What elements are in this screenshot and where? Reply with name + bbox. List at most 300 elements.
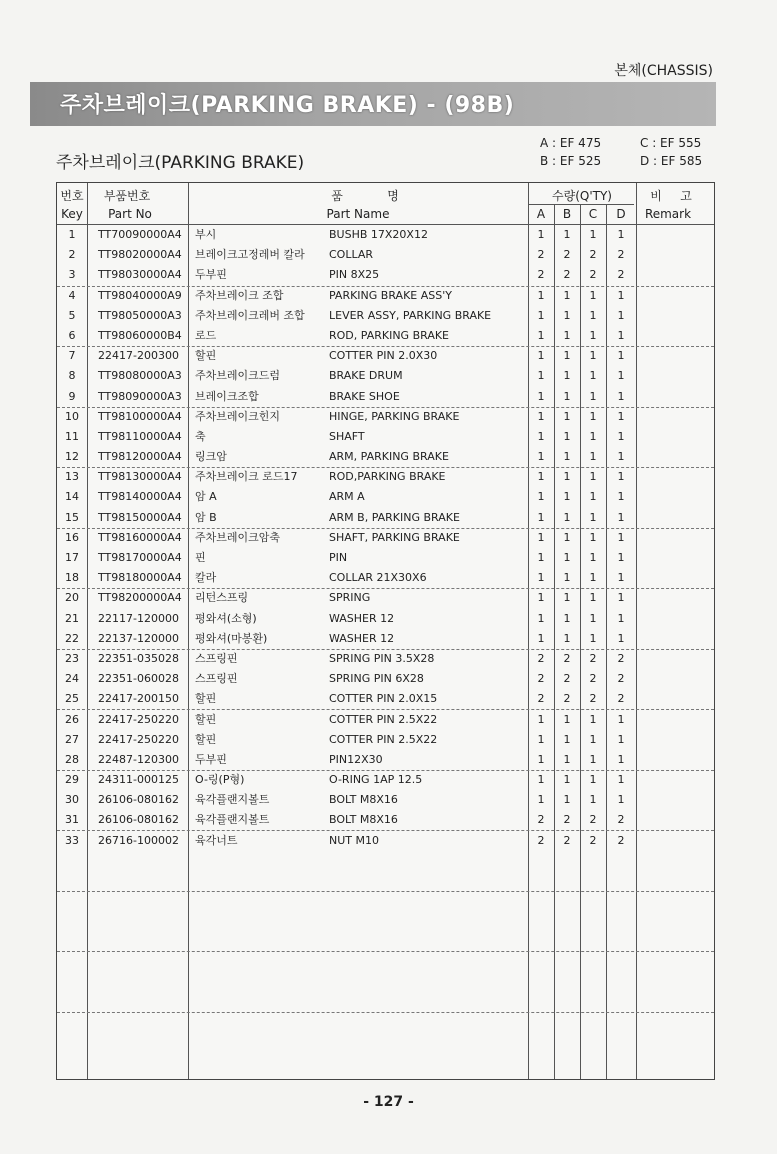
row-name-kr: 주차브레이크레버 조합 xyxy=(195,308,305,322)
row-qty-a: 1 xyxy=(537,530,545,544)
row-qty-b: 2 xyxy=(563,692,571,706)
row-name-kr: 주차브레이크힌지 xyxy=(195,409,281,423)
row-name-kr: 스프링핀 xyxy=(195,672,238,686)
row-part-no: 22417-250220 xyxy=(98,712,179,726)
row-qty-c: 1 xyxy=(589,389,597,403)
row-qty-d: 1 xyxy=(617,228,625,241)
row-part-no: 22351-035028 xyxy=(98,651,179,665)
row-part-no: TT98110000A4 xyxy=(98,429,182,443)
row-qty-c: 2 xyxy=(589,268,597,282)
table-row xyxy=(57,245,714,265)
group-separator xyxy=(57,467,714,468)
row-qty-c: 1 xyxy=(589,732,597,746)
table-row xyxy=(57,810,714,830)
row-name-kr: 축 xyxy=(195,429,206,443)
row-name-en: SHAFT, PARKING BRAKE xyxy=(329,530,460,544)
row-qty-c: 2 xyxy=(589,651,597,665)
model-a: A : EF 475 xyxy=(540,136,602,150)
row-name-kr: 평와셔(마봉환) xyxy=(195,631,268,645)
row-name-kr: 육각플랜지볼트 xyxy=(195,813,270,827)
row-qty-d: 1 xyxy=(617,510,625,524)
group-separator xyxy=(57,770,714,771)
parts-table xyxy=(56,182,715,1080)
row-name-kr: 주차브레이크 로드17 xyxy=(195,470,298,484)
row-qty-b: 2 xyxy=(563,672,571,686)
table-row xyxy=(57,286,714,306)
row-key: 12 xyxy=(65,450,79,464)
row-name-en: COTTER PIN 2.0X30 xyxy=(329,349,438,363)
row-qty-c: 2 xyxy=(589,813,597,827)
row-qty-c: 1 xyxy=(589,773,597,787)
group-separator xyxy=(57,951,714,952)
table-row xyxy=(57,649,714,669)
table-row xyxy=(57,770,714,790)
table-row xyxy=(57,790,714,810)
row-key: 5 xyxy=(68,308,76,322)
group-separator xyxy=(57,588,714,589)
row-part-no: TT98100000A4 xyxy=(98,409,182,423)
row-qty-a: 1 xyxy=(537,288,545,302)
table-row xyxy=(57,730,714,750)
row-key: 18 xyxy=(65,571,79,585)
table-row xyxy=(57,467,714,487)
row-qty-d: 2 xyxy=(617,248,625,262)
row-qty-a: 2 xyxy=(537,813,545,827)
row-name-kr: 브레이크고정레버 칼라 xyxy=(195,248,305,262)
group-separator xyxy=(57,407,714,408)
row-qty-c: 1 xyxy=(589,551,597,564)
row-part-no: 24311-000125 xyxy=(98,773,179,787)
table-row xyxy=(57,306,714,326)
row-qty-c: 1 xyxy=(589,611,597,625)
row-qty-a: 2 xyxy=(537,268,545,282)
header-remark-kr-1: 비 xyxy=(650,189,662,203)
table-row xyxy=(57,225,714,245)
row-part-no: 22351-060028 xyxy=(98,672,179,686)
row-qty-b: 1 xyxy=(563,611,571,625)
row-qty-b: 2 xyxy=(563,813,571,827)
table-row xyxy=(57,346,714,366)
row-qty-b: 1 xyxy=(563,510,571,524)
row-name-kr: 육각너트 xyxy=(195,833,238,847)
table-row xyxy=(57,407,714,427)
row-qty-c: 2 xyxy=(589,833,597,847)
table-row xyxy=(57,508,714,528)
row-name-en: ARM A xyxy=(329,490,365,504)
row-name-kr: 핀 xyxy=(195,551,206,564)
table-row xyxy=(57,750,714,770)
row-qty-c: 2 xyxy=(589,672,597,686)
row-qty-b: 1 xyxy=(563,732,571,746)
row-qty-d: 1 xyxy=(617,288,625,302)
row-name-kr: 육각플랜지볼트 xyxy=(195,793,270,807)
row-key: 15 xyxy=(65,510,79,524)
header-name-en: Part Name xyxy=(326,207,390,221)
row-name-kr: 주차브레이크 조합 xyxy=(195,288,284,302)
row-qty-b: 1 xyxy=(563,712,571,726)
row-qty-d: 1 xyxy=(617,793,625,807)
row-qty-b: 1 xyxy=(563,349,571,363)
row-name-kr: 두부핀 xyxy=(195,268,227,282)
row-qty-a: 1 xyxy=(537,490,545,504)
row-qty-c: 1 xyxy=(589,712,597,726)
row-qty-a: 1 xyxy=(537,470,545,484)
row-key: 16 xyxy=(65,530,79,544)
row-key: 9 xyxy=(68,389,76,403)
table-row xyxy=(57,427,714,447)
title-banner xyxy=(30,82,716,126)
row-name-kr: 두부핀 xyxy=(195,752,227,766)
row-qty-c: 1 xyxy=(589,470,597,484)
row-qty-b: 1 xyxy=(563,551,571,564)
row-qty-a: 1 xyxy=(537,389,545,403)
row-key: 1 xyxy=(68,228,76,241)
row-qty-b: 1 xyxy=(563,308,571,322)
row-name-kr: 암 A xyxy=(195,490,217,504)
row-part-no: TT98200000A4 xyxy=(98,591,182,605)
row-key: 13 xyxy=(65,470,79,484)
row-key: 8 xyxy=(68,369,76,383)
row-qty-b: 1 xyxy=(563,389,571,403)
qty-header-line xyxy=(528,204,634,205)
table-row xyxy=(57,710,714,730)
row-qty-c: 1 xyxy=(589,591,597,605)
row-qty-b: 1 xyxy=(563,328,571,342)
section-label: 본체(CHASSIS) xyxy=(614,63,713,79)
row-part-no: TT98170000A4 xyxy=(98,551,182,564)
row-qty-d: 1 xyxy=(617,389,625,403)
row-part-no: TT98030000A4 xyxy=(98,268,182,282)
row-qty-a: 1 xyxy=(537,571,545,585)
group-separator xyxy=(57,830,714,831)
row-qty-d: 2 xyxy=(617,651,625,665)
row-qty-d: 2 xyxy=(617,268,625,282)
row-name-en: PARKING BRAKE ASS'Y xyxy=(329,288,452,302)
header-remark-kr-2: 고 xyxy=(680,189,692,203)
header-qty-b: B xyxy=(562,207,572,221)
row-name-kr: 로드 xyxy=(195,328,217,342)
row-qty-a: 1 xyxy=(537,732,545,746)
row-part-no: 22417-200150 xyxy=(98,692,179,706)
row-qty-a: 1 xyxy=(537,551,545,564)
table-row xyxy=(57,669,714,689)
row-qty-d: 2 xyxy=(617,833,625,847)
row-key: 30 xyxy=(65,793,79,807)
banner-title: 주차브레이크(PARKING BRAKE) - (98B) xyxy=(60,93,515,118)
header-qty: 수량(Q'TY) xyxy=(552,189,612,203)
row-qty-b: 2 xyxy=(563,651,571,665)
row-qty-d: 2 xyxy=(617,813,625,827)
row-qty-b: 1 xyxy=(563,773,571,787)
row-qty-b: 1 xyxy=(563,429,571,443)
row-part-no: TT98160000A4 xyxy=(98,530,182,544)
header-key-en: Key xyxy=(61,207,83,221)
row-key: 21 xyxy=(65,611,79,625)
page-subtitle: 주차브레이크(PARKING BRAKE) xyxy=(56,153,305,173)
row-name-en: ARM B, PARKING BRAKE xyxy=(329,510,460,524)
header-qty-c: C xyxy=(588,207,598,221)
table-row xyxy=(57,609,714,629)
row-part-no: TT98060000B4 xyxy=(98,328,182,342)
row-qty-c: 1 xyxy=(589,510,597,524)
row-qty-c: 1 xyxy=(589,752,597,766)
row-key: 33 xyxy=(65,833,79,847)
row-qty-d: 1 xyxy=(617,631,625,645)
row-qty-b: 1 xyxy=(563,793,571,807)
row-qty-a: 1 xyxy=(537,349,545,363)
row-name-en: LEVER ASSY, PARKING BRAKE xyxy=(329,308,492,322)
row-qty-b: 2 xyxy=(563,248,571,262)
row-key: 27 xyxy=(65,732,79,746)
row-key: 25 xyxy=(65,692,79,706)
row-name-en: ARM, PARKING BRAKE xyxy=(329,450,449,464)
row-name-kr: 할핀 xyxy=(195,692,217,706)
row-qty-d: 1 xyxy=(617,409,625,423)
row-qty-d: 1 xyxy=(617,349,625,363)
table-row xyxy=(57,548,714,568)
row-qty-b: 1 xyxy=(563,450,571,464)
row-qty-d: 1 xyxy=(617,732,625,746)
row-qty-c: 2 xyxy=(589,248,597,262)
row-part-no: 26106-080162 xyxy=(98,813,179,827)
row-qty-d: 1 xyxy=(617,571,625,585)
row-key: 14 xyxy=(65,490,79,504)
row-name-en: BOLT M8X16 xyxy=(329,793,398,807)
row-qty-a: 1 xyxy=(537,450,545,464)
row-name-en: BRAKE DRUM xyxy=(329,369,403,383)
row-qty-a: 2 xyxy=(537,672,545,686)
row-part-no: TT98130000A4 xyxy=(98,470,182,484)
row-qty-b: 1 xyxy=(563,470,571,484)
row-key: 4 xyxy=(68,288,76,302)
row-name-en: WASHER 12 xyxy=(329,631,395,645)
row-qty-d: 1 xyxy=(617,308,625,322)
row-name-en: NUT M10 xyxy=(329,833,379,847)
row-name-en: SHAFT xyxy=(329,429,365,443)
row-qty-a: 1 xyxy=(537,611,545,625)
row-qty-c: 1 xyxy=(589,429,597,443)
row-name-en: SPRING PIN 3.5X28 xyxy=(329,651,435,665)
row-key: 24 xyxy=(65,672,79,686)
row-qty-b: 2 xyxy=(563,268,571,282)
row-name-kr: 브레이크조합 xyxy=(195,389,259,403)
header-key-kr: 번호 xyxy=(60,189,84,203)
row-qty-b: 1 xyxy=(563,571,571,585)
row-name-kr: 할핀 xyxy=(195,712,217,726)
table-row xyxy=(57,447,714,467)
row-key: 29 xyxy=(65,773,79,787)
row-qty-d: 1 xyxy=(617,712,625,726)
row-qty-b: 1 xyxy=(563,288,571,302)
row-qty-a: 2 xyxy=(537,651,545,665)
row-key: 20 xyxy=(65,591,79,605)
row-name-en: COLLAR xyxy=(329,248,374,262)
row-key: 11 xyxy=(65,429,79,443)
row-qty-a: 1 xyxy=(537,409,545,423)
row-qty-a: 1 xyxy=(537,369,545,383)
row-part-no: TT98040000A9 xyxy=(98,288,182,302)
table-row xyxy=(57,366,714,386)
row-qty-c: 1 xyxy=(589,530,597,544)
row-name-en: PIN12X30 xyxy=(329,752,383,766)
row-qty-d: 1 xyxy=(617,611,625,625)
row-qty-b: 1 xyxy=(563,409,571,423)
table-body xyxy=(57,225,714,851)
row-qty-b: 1 xyxy=(563,369,571,383)
model-b: B : EF 525 xyxy=(540,154,602,168)
group-separator xyxy=(57,649,714,650)
row-qty-b: 2 xyxy=(563,833,571,847)
row-part-no: TT70090000A4 xyxy=(98,228,182,241)
row-name-en: BOLT M8X16 xyxy=(329,813,398,827)
table-row xyxy=(57,528,714,548)
table-row xyxy=(57,831,714,851)
header-part-kr: 부품번호 xyxy=(103,189,151,203)
row-qty-c: 1 xyxy=(589,450,597,464)
row-qty-a: 2 xyxy=(537,248,545,262)
row-qty-a: 1 xyxy=(537,429,545,443)
row-name-kr: O-링(P형) xyxy=(195,773,245,787)
row-qty-a: 1 xyxy=(537,712,545,726)
row-name-kr: 평와셔(소형) xyxy=(195,611,257,625)
header-part-en: Part No xyxy=(108,207,152,221)
row-qty-d: 1 xyxy=(617,752,625,766)
row-part-no: TT98020000A4 xyxy=(98,248,182,262)
row-qty-b: 1 xyxy=(563,228,571,241)
row-name-kr: 칼라 xyxy=(195,571,217,585)
row-qty-a: 1 xyxy=(537,228,545,241)
row-qty-c: 1 xyxy=(589,288,597,302)
row-qty-a: 2 xyxy=(537,833,545,847)
row-key: 23 xyxy=(65,651,79,665)
row-qty-d: 2 xyxy=(617,692,625,706)
header-name-kr-2: 명 xyxy=(387,189,399,203)
row-name-kr: 할핀 xyxy=(195,349,217,363)
table-row xyxy=(57,629,714,649)
row-qty-a: 1 xyxy=(537,328,545,342)
row-key: 26 xyxy=(65,712,79,726)
row-name-kr: 링크암 xyxy=(195,450,227,464)
row-qty-d: 1 xyxy=(617,773,625,787)
group-separator xyxy=(57,891,714,892)
row-key: 3 xyxy=(68,268,76,282)
row-name-en: O-RING 1AP 12.5 xyxy=(329,773,423,787)
row-key: 28 xyxy=(65,752,79,766)
row-part-no: TT98120000A4 xyxy=(98,450,182,464)
header-remark-en: Remark xyxy=(644,207,692,221)
row-qty-a: 1 xyxy=(537,773,545,787)
row-name-kr: 스프링핀 xyxy=(195,651,238,665)
row-name-en: ROD,PARKING BRAKE xyxy=(329,470,446,484)
row-qty-c: 1 xyxy=(589,369,597,383)
row-part-no: 22487-120300 xyxy=(98,752,179,766)
row-key: 10 xyxy=(65,409,79,423)
row-qty-c: 1 xyxy=(589,571,597,585)
row-part-no: TT98050000A3 xyxy=(98,308,182,322)
row-qty-c: 1 xyxy=(589,308,597,322)
row-qty-d: 1 xyxy=(617,591,625,605)
group-separator xyxy=(57,1012,714,1013)
row-name-kr: 할핀 xyxy=(195,732,217,746)
row-qty-b: 1 xyxy=(563,752,571,766)
row-name-en: COLLAR 21X30X6 xyxy=(329,571,427,585)
row-qty-d: 1 xyxy=(617,530,625,544)
row-part-no: TT98180000A4 xyxy=(98,571,182,585)
group-separator xyxy=(57,528,714,529)
row-key: 17 xyxy=(65,551,79,564)
row-qty-d: 1 xyxy=(617,369,625,383)
table-row xyxy=(57,326,714,346)
row-part-no: TT98140000A4 xyxy=(98,490,182,504)
row-part-no: 22137-120000 xyxy=(98,631,179,645)
row-qty-a: 2 xyxy=(537,692,545,706)
row-key: 22 xyxy=(65,631,79,645)
row-part-no: 22417-250220 xyxy=(98,732,179,746)
header-qty-a: A xyxy=(536,207,546,221)
row-part-no: TT98080000A3 xyxy=(98,369,182,383)
row-name-kr: 리턴스프링 xyxy=(195,591,249,605)
table-row xyxy=(57,487,714,507)
row-name-en: COTTER PIN 2.0X15 xyxy=(329,692,438,706)
row-name-en: ROD, PARKING BRAKE xyxy=(329,328,450,342)
row-qty-c: 2 xyxy=(589,692,597,706)
row-part-no: TT98090000A3 xyxy=(98,389,182,403)
row-name-en: COTTER PIN 2.5X22 xyxy=(329,712,438,726)
row-qty-a: 1 xyxy=(537,510,545,524)
row-name-en: SPRING xyxy=(329,591,371,605)
row-part-no: 26716-100002 xyxy=(98,833,179,847)
row-name-en: SPRING PIN 6X28 xyxy=(329,672,424,686)
group-separator xyxy=(57,346,714,347)
row-name-en: WASHER 12 xyxy=(329,611,395,625)
row-key: 2 xyxy=(68,248,76,262)
table-row xyxy=(57,689,714,709)
model-d: D : EF 585 xyxy=(640,154,703,168)
row-name-en: BUSHB 17X20X12 xyxy=(329,228,428,241)
row-qty-b: 1 xyxy=(563,631,571,645)
row-qty-a: 1 xyxy=(537,793,545,807)
row-qty-c: 1 xyxy=(589,328,597,342)
row-part-no: TT98150000A4 xyxy=(98,510,182,524)
row-qty-b: 1 xyxy=(563,530,571,544)
model-c: C : EF 555 xyxy=(640,136,702,150)
row-qty-a: 1 xyxy=(537,308,545,322)
group-separator xyxy=(57,709,714,710)
row-qty-c: 1 xyxy=(589,490,597,504)
row-qty-d: 1 xyxy=(617,450,625,464)
row-name-en: BRAKE SHOE xyxy=(329,389,400,403)
header-name-kr-1: 품 xyxy=(331,189,343,203)
row-qty-c: 1 xyxy=(589,349,597,363)
table-row xyxy=(57,265,714,285)
row-key: 6 xyxy=(68,328,76,342)
row-qty-c: 1 xyxy=(589,228,597,241)
row-name-en: HINGE, PARKING BRAKE xyxy=(329,409,460,423)
row-qty-c: 1 xyxy=(589,793,597,807)
table-row xyxy=(57,588,714,608)
row-key: 7 xyxy=(68,349,76,363)
page-number: - 127 - xyxy=(363,1094,414,1110)
row-qty-d: 2 xyxy=(617,672,625,686)
header-qty-d: D xyxy=(616,207,626,221)
row-name-kr: 부시 xyxy=(195,228,217,241)
row-name-kr: 주차브레이크드럼 xyxy=(195,369,281,383)
row-part-no: 26106-080162 xyxy=(98,793,179,807)
row-qty-b: 1 xyxy=(563,591,571,605)
row-key: 31 xyxy=(65,813,79,827)
row-qty-d: 1 xyxy=(617,470,625,484)
row-part-no: 22117-120000 xyxy=(98,611,179,625)
